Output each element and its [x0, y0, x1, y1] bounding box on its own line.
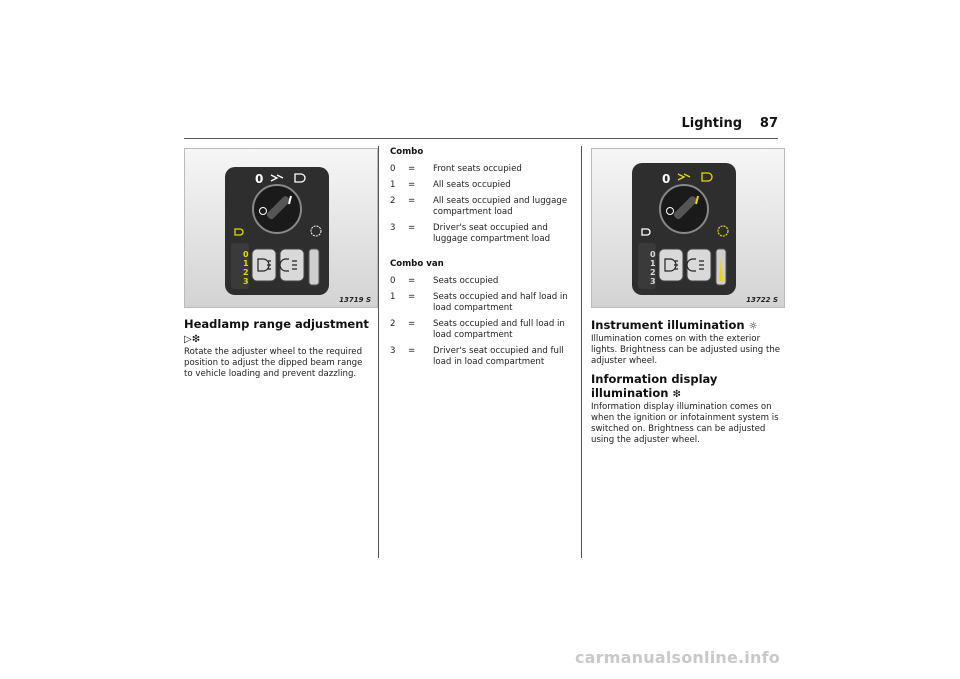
- instrument-illumination-symbol: ☼: [748, 321, 758, 332]
- range-label-3: 3: [650, 277, 656, 286]
- combo-van-key: 0: [390, 276, 396, 286]
- combo-van-row: [390, 319, 574, 346]
- instrument-section: [591, 318, 781, 446]
- combo-row: [390, 223, 574, 250]
- page-header: [184, 116, 778, 134]
- light-switch-illustration: [185, 149, 377, 307]
- combo-eq: =: [408, 180, 416, 190]
- page-number: 87: [759, 116, 778, 131]
- instrument-body: Illumination comes on with the exterior lights. Brightness can be adjusted using the adjuster wheel.: [591, 334, 781, 366]
- range-label-3: 3: [243, 277, 249, 286]
- front-fog-button: [659, 249, 683, 281]
- combo-van-row: [390, 276, 574, 292]
- combo-van-text: Seats occupied: [433, 276, 499, 286]
- combo-section: [390, 147, 574, 373]
- headlamp-title: Headlamp range adjustment: [184, 317, 369, 331]
- combo-text: All seats occupied: [433, 180, 511, 190]
- instrument-title: Instrument illumination: [591, 318, 745, 332]
- range-label-1: 1: [243, 259, 249, 268]
- watermark: carmanualsonline.info: [575, 648, 780, 667]
- combo-title: Combo: [390, 147, 424, 157]
- combo-van-key: 3: [390, 346, 396, 356]
- combo-van-row: [390, 346, 574, 373]
- range-label-2: 2: [243, 268, 249, 277]
- headlamp-heading: [184, 317, 372, 347]
- combo-row: [390, 196, 574, 223]
- dimmer-wheel: [309, 249, 319, 285]
- combo-van-key: 1: [390, 292, 396, 302]
- column-divider-left: [378, 146, 379, 558]
- combo-key: 0: [390, 164, 396, 174]
- combo-van-text: Seats occupied and full load in load compartment: [433, 319, 565, 340]
- front-fog-button: [252, 249, 276, 281]
- range-label-0: 0: [650, 250, 656, 259]
- light-switch-illustration: [592, 149, 784, 307]
- dial-zero-label: 0: [662, 172, 671, 186]
- header-rule: [184, 138, 778, 139]
- headlamp-range-symbol: ▷❇: [184, 334, 201, 345]
- info-display-title: Information display illumination: [591, 372, 718, 400]
- combo-van-text: Driver's seat occupied and full load in load compartment: [433, 346, 564, 367]
- section-title: Lighting: [681, 116, 742, 131]
- dial-zero-label: 0: [255, 172, 264, 186]
- figure-code: 13719 S: [339, 296, 371, 304]
- combo-van-title: Combo van: [390, 259, 444, 269]
- range-label-2: 2: [650, 268, 656, 277]
- combo-van-row: [390, 292, 574, 319]
- info-display-symbol: ❇: [672, 389, 681, 400]
- combo-row: [390, 164, 574, 180]
- combo-key: 3: [390, 223, 396, 233]
- combo-van-text: Seats occupied and half load in load compartment: [433, 292, 568, 313]
- combo-text: Front seats occupied: [433, 164, 522, 174]
- combo-text: Driver's seat occupied and luggage compartment load: [433, 223, 551, 244]
- info-display-body: Information display illumination comes on when the ignition or infotainment system is switched on. Brightness can be adjusted using the adjuster wheel.: [591, 402, 779, 445]
- combo-eq: =: [408, 196, 416, 206]
- instrument-heading: [591, 318, 781, 334]
- combo-key: 2: [390, 196, 396, 206]
- combo-eq: =: [408, 164, 416, 174]
- headlamp-body: Rotate the adjuster wheel to the required position to adjust the dipped beam range to vehicle loading and prevent dazzling.: [184, 347, 363, 379]
- info-display-heading: [591, 372, 781, 402]
- column-divider-right: [581, 146, 582, 558]
- headlamp-section: [184, 317, 372, 380]
- combo-van-key: 2: [390, 319, 396, 329]
- light-switch-figure-right: [591, 148, 785, 308]
- combo-eq: =: [408, 223, 416, 233]
- combo-van-eq: =: [408, 346, 416, 356]
- combo-van-eq: =: [408, 319, 416, 329]
- combo-table: [390, 164, 574, 250]
- combo-row: [390, 180, 574, 196]
- combo-van-eq: =: [408, 292, 416, 302]
- combo-text: All seats occupied and luggage compartment load: [433, 196, 568, 217]
- light-switch-figure-left: [184, 148, 378, 308]
- combo-key: 1: [390, 180, 396, 190]
- range-label-1: 1: [650, 259, 656, 268]
- range-label-0: 0: [243, 250, 249, 259]
- combo-van-eq: =: [408, 276, 416, 286]
- figure-code: 13722 S: [746, 296, 778, 304]
- combo-van-table: [390, 276, 574, 373]
